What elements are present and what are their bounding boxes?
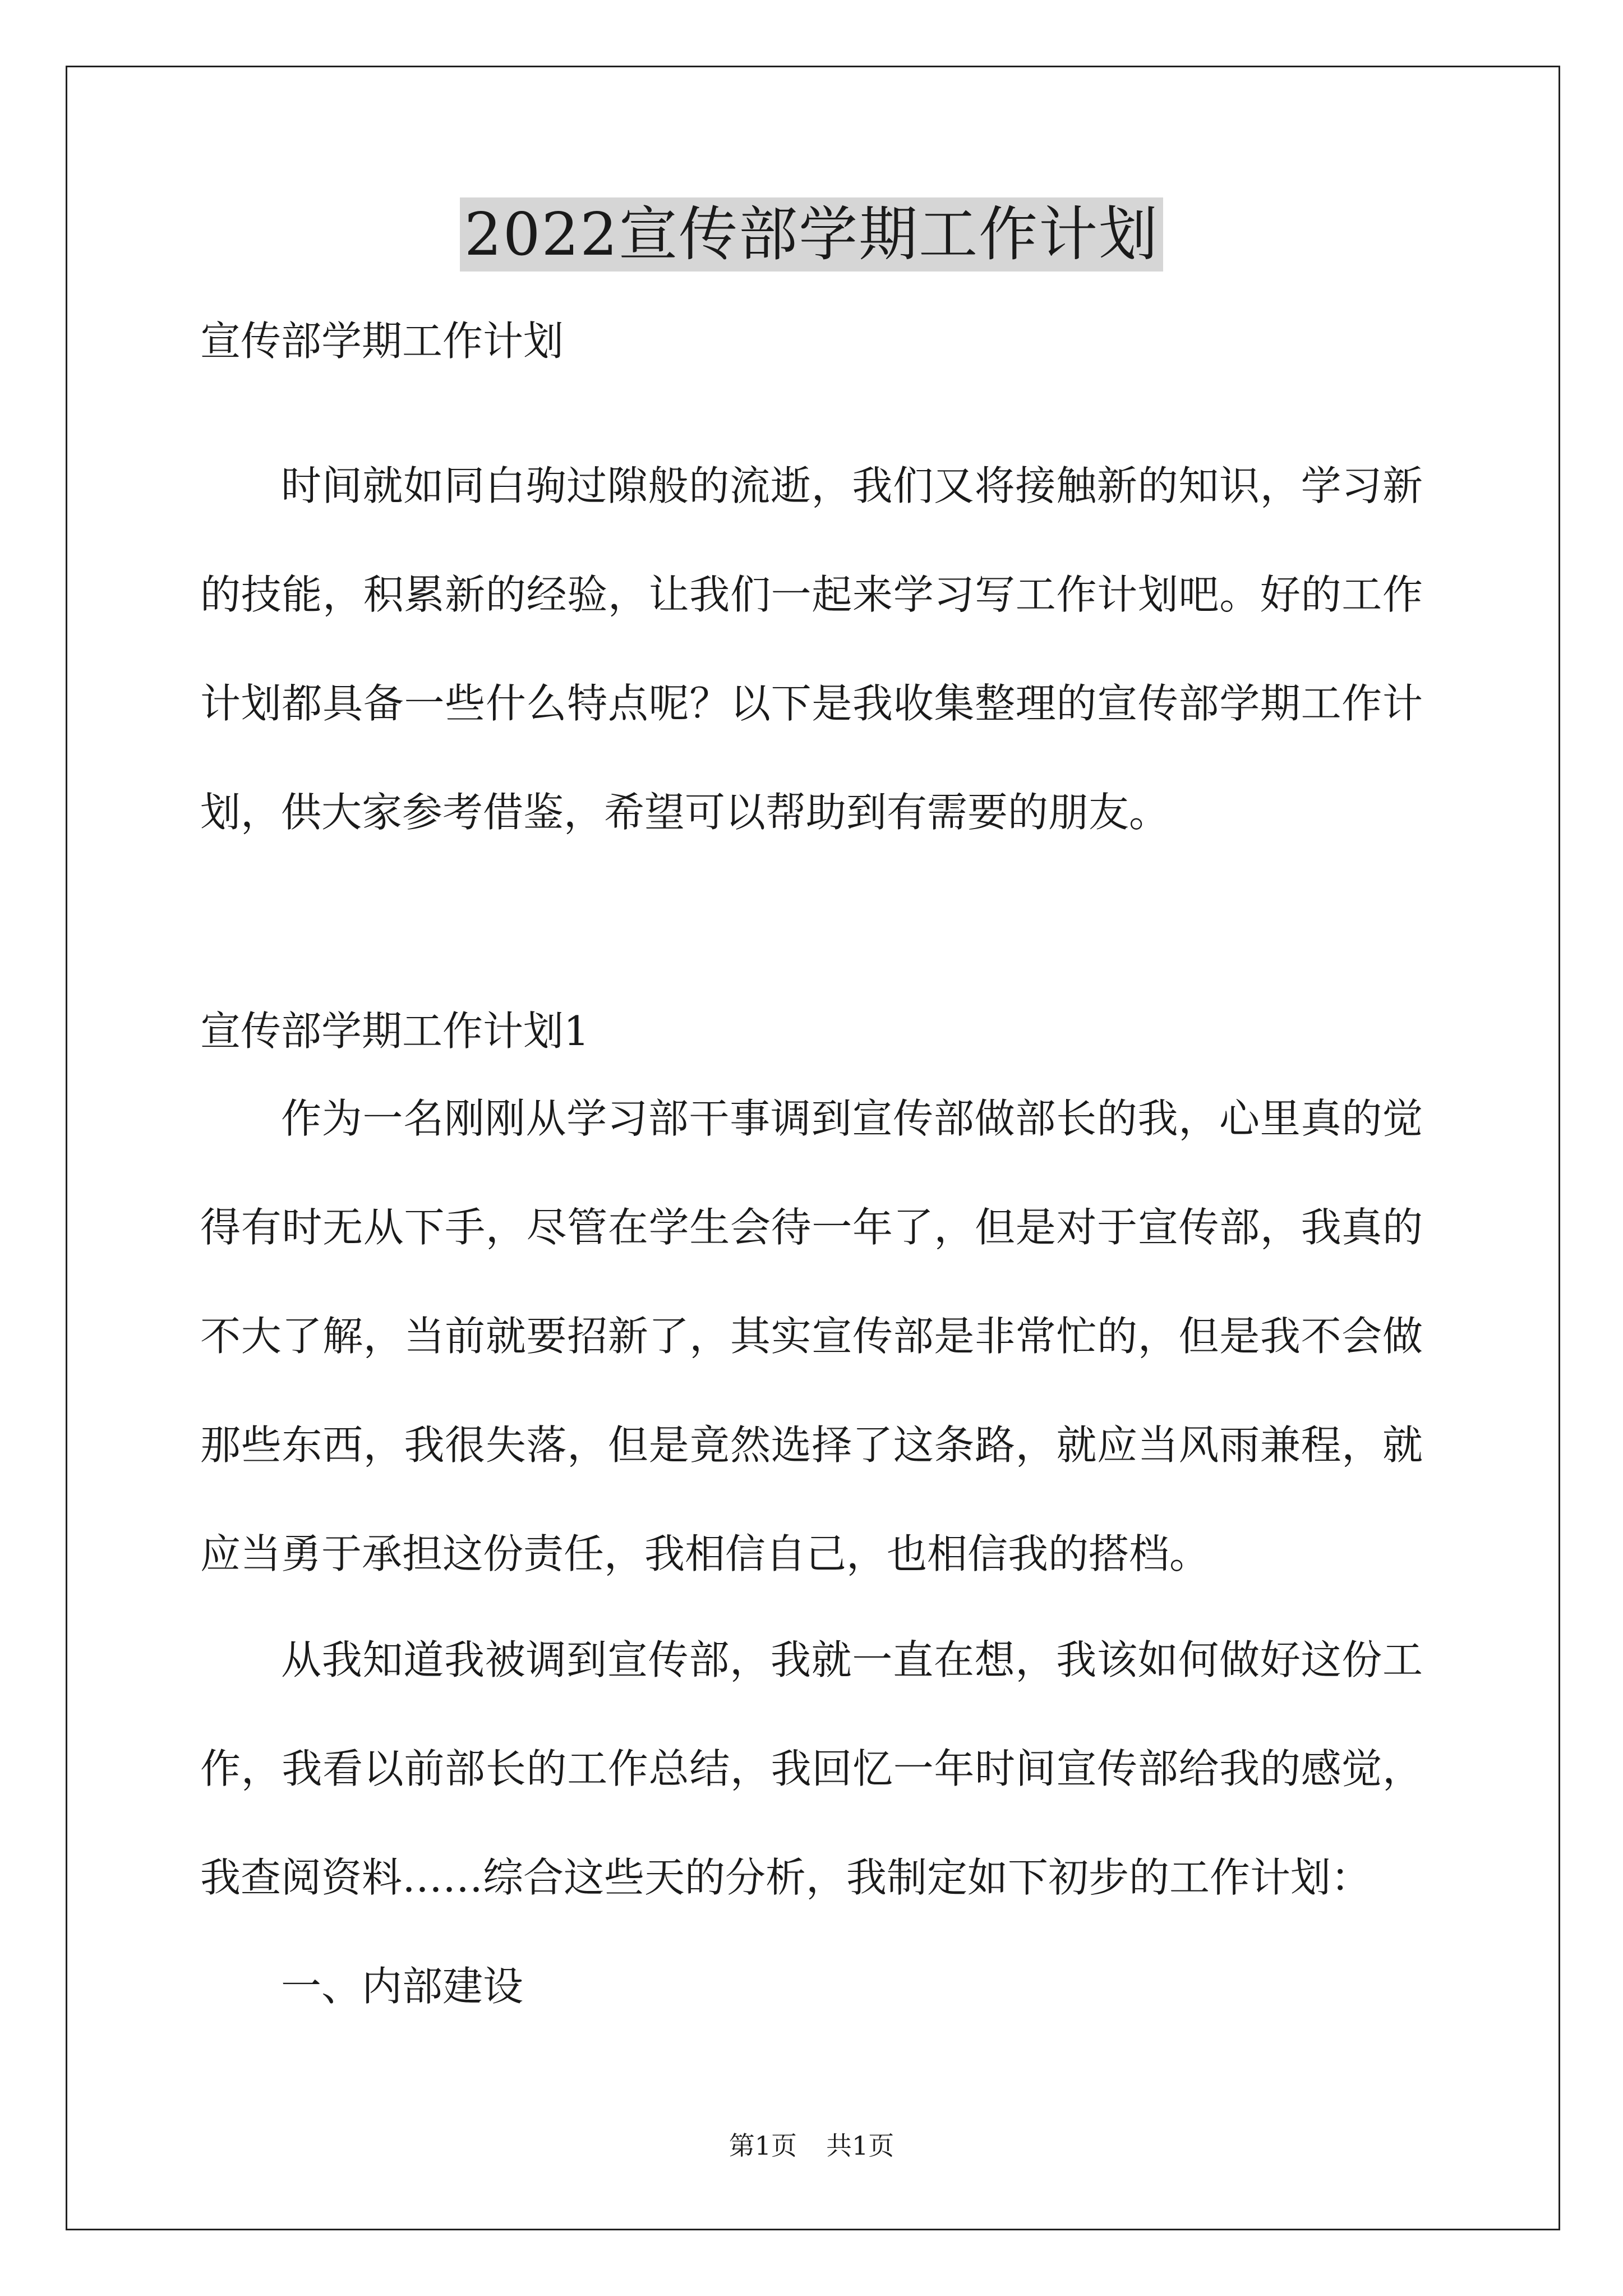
page-number-current: 第1页 bbox=[728, 2131, 797, 2161]
document-title: 2022宣传部学期工作计划 bbox=[460, 197, 1163, 272]
document-subtitle: 宣传部学期工作计划 bbox=[200, 318, 564, 365]
title-container bbox=[0, 197, 1623, 272]
body-paragraph-1: 作为一名刚刚从学习部干事调到宣传部做部长的我，心里真的觉得有时无从下手，尽管在学生会待一年了，但是对于宣传部，我真的不大了解，当前就要招新了，其实宣传部是非常忙的，但是我不会做那些东西，我很失落，但是竟然选择了这条路，就应当风雨兼程，就应当勇于承担这份责任，我相信自己，也相信我的搭档。 bbox=[200, 1095, 1423, 1577]
intro-paragraph: 时间就如同白驹过隙般的流逝，我们又将接触新的知识，学习新的技能，积累新的经验，让我们一起来学习写工作计划吧。好的工作计划都具备一些什么特点呢？以下是我收集整理的宣传部学期工作计划，供大家参考借鉴，希望可以帮助到有需要的朋友。 bbox=[200, 462, 1423, 836]
page-number-total: 共1页 bbox=[826, 2131, 895, 2161]
page-footer bbox=[0, 2129, 1623, 2162]
list-heading-internal-construction: 一、内部建设 bbox=[281, 1963, 524, 2010]
body-paragraph-2: 从我知道我被调到宣传部，我就一直在想，我该如何做好这份工作，我看以前部长的工作总结，我回忆一年时间宣传部给我的感觉，我查阅资料……综合这些天的分析，我制定如下初步的工作计划： bbox=[200, 1636, 1423, 1901]
section-heading: 宣传部学期工作计划1 bbox=[200, 1007, 589, 1055]
